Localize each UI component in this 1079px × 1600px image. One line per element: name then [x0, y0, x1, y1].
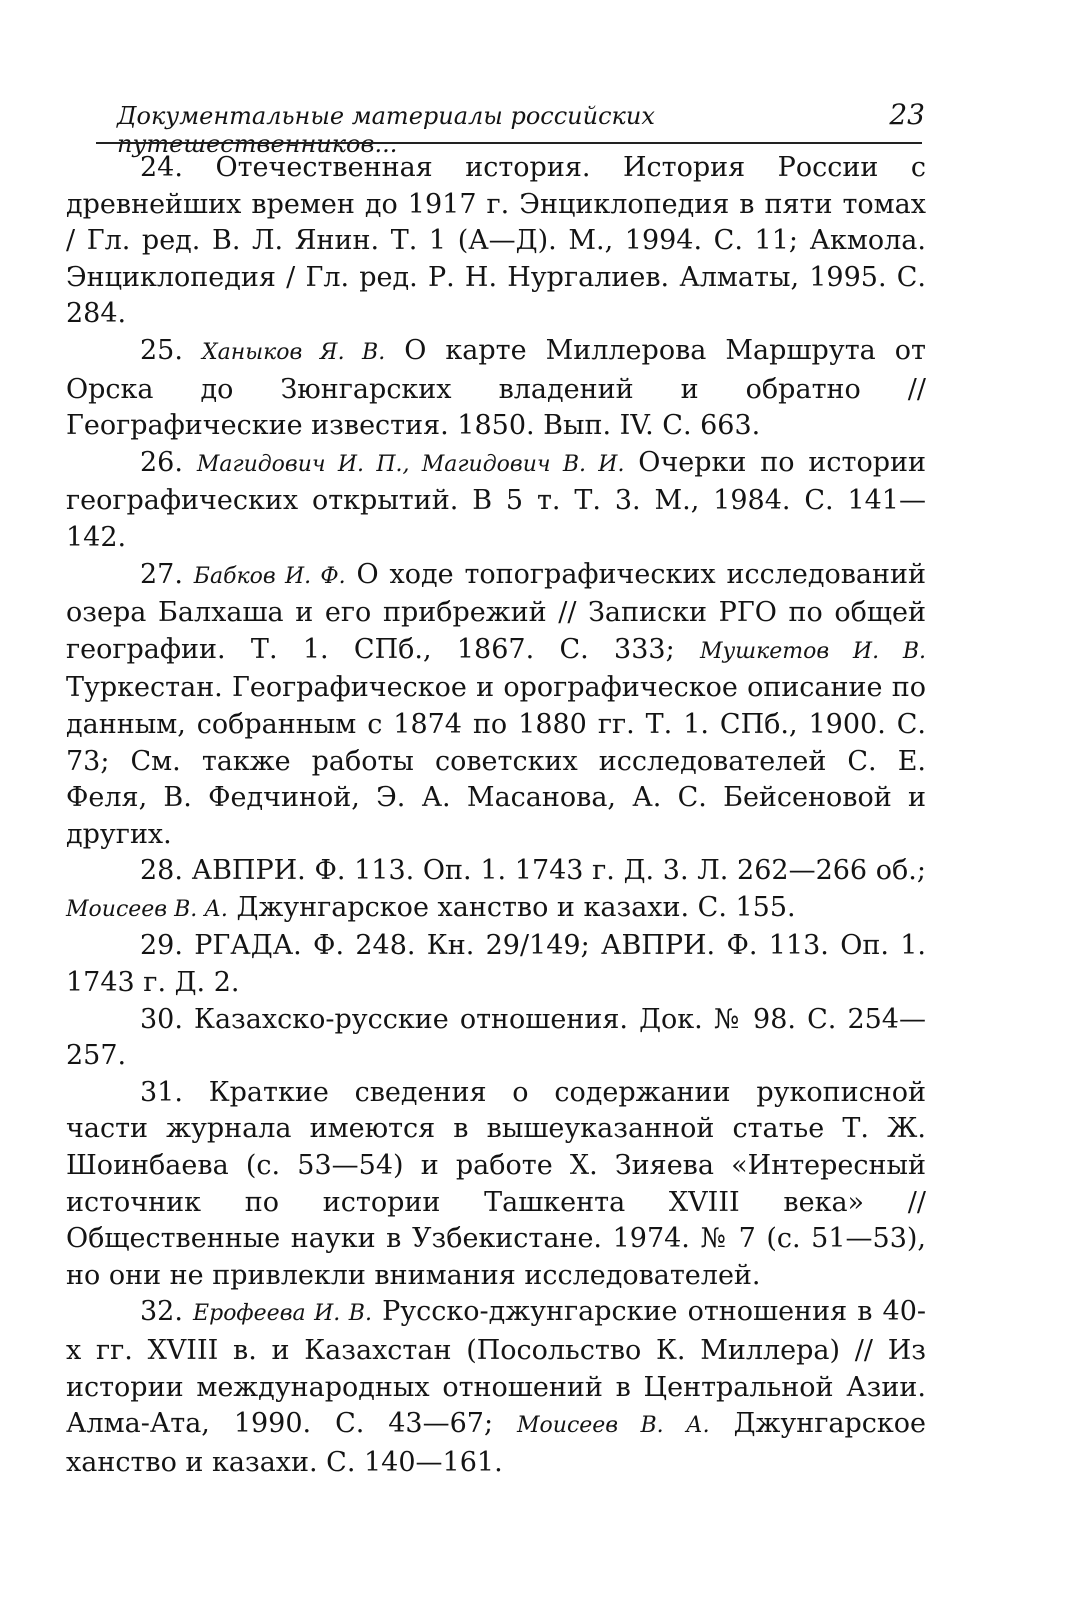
- endnote-text: 29. РГАДА. Ф. 248. Кн. 29/149; АВПРИ. Ф. 113. Оп. 1. 1743 г. Д. 2.: [66, 930, 926, 999]
- endnote-author: Магидович И. П., Магидович В. И.: [196, 451, 625, 477]
- endnote-text: 28. АВПРИ. Ф. 113. Оп. 1. 1743 г. Д. 3. Л. 262—266 об.;: [140, 855, 926, 887]
- endnote-text: Джунгарское ханство и казахи. С. 155.: [227, 891, 796, 923]
- endnote-29: [66, 928, 926, 1001]
- endnotes-list: [66, 150, 926, 1481]
- endnote-25: [66, 333, 926, 445]
- endnote-text: Туркестан. Географическое и орографическое описание по данным, собранным с 1874 по 1880 гг. Т. 1. СПб., 1900. С. 73; См. также работы советских исследователей С. Е. Феля, В. Федчиной, Э. А. Масанова, А. С. Бейсеновой и других.: [66, 672, 926, 850]
- endnote-text: О ходе топографических исследований озера Балхаша и его прибрежий // Записки РГО по общей географии. Т. 1. СПб., 1867. С. 333;: [66, 558, 926, 665]
- endnote-text: 26.: [140, 446, 197, 478]
- endnote-text: 31. Краткие сведения о содержании рукописной части журнала имеются в вышеуказанной статье Т. Ж. Шоинбаева (с. 53—54) и работе Х. Зияева «Интересный источник по истории Ташкента XVIII века» // Общественные науки в Узбекистане. 1974. № 7 (с. 51—53), но они не привлекли внимания исследователей.: [66, 1076, 926, 1291]
- endnote-author: Мушкетов И. В.: [700, 638, 926, 664]
- endnote-text: Джунгарское ханство и казахи. С. 140—161.: [66, 1408, 926, 1478]
- running-header: [117, 98, 925, 158]
- endnote-text: Очерки по истории географических открытий. В 5 т. Т. 3. М., 1984. С. 141—142.: [66, 446, 926, 553]
- endnote-text: Русско-джунгарские отношения в 40-х гг. XVIII в. и Казахстан (Посольство К. Миллера) // Из истории международных отношений в Центральной Азии. Алма-Ата, 1990. С. 43—67;: [66, 1296, 926, 1440]
- endnote-text: 32.: [140, 1296, 194, 1328]
- endnote-author: Моисеев В. А.: [66, 896, 228, 922]
- endnote-text: О карте Миллерова Маршрута от Орска до Зюнгарских владений и обратно // Географические известия. 1850. Вып. IV. С. 663.: [66, 334, 926, 442]
- endnote-text: 25.: [140, 334, 202, 366]
- endnote-26: [66, 445, 926, 557]
- endnote-27: [66, 557, 926, 854]
- endnote-31: [66, 1075, 926, 1295]
- endnote-24: [66, 150, 926, 333]
- endnote-text: 27.: [140, 558, 194, 590]
- header-rule: [96, 142, 922, 144]
- endnote-author: Ерофеева И. В.: [193, 1301, 372, 1327]
- endnote-author: Моисеев В. А.: [517, 1413, 710, 1439]
- endnote-author: Ханыков Я. В.: [201, 339, 386, 365]
- page-number: 23: [889, 98, 925, 131]
- endnote-28: [66, 853, 926, 928]
- endnote-32: [66, 1294, 926, 1481]
- running-title: Документальные материалы российских путешественников...: [117, 102, 655, 158]
- endnote-author: Бабков И. Ф.: [193, 563, 346, 589]
- endnote-text: 24. Отечественная история. История России с древнейших времен до 1917 г. Энциклопедия в пяти томах / Гл. ред. В. Л. Янин. Т. 1 (А—Д). М., 1994. С. 11; Акмола. Энциклопедия / Гл. ред. Р. Н. Нургалиев. Алматы, 1995. С. 284.: [66, 152, 926, 330]
- endnote-text: 30. Казахско-русские отношения. Док. № 98. С. 254—257.: [66, 1003, 926, 1072]
- endnote-30: [66, 1002, 926, 1075]
